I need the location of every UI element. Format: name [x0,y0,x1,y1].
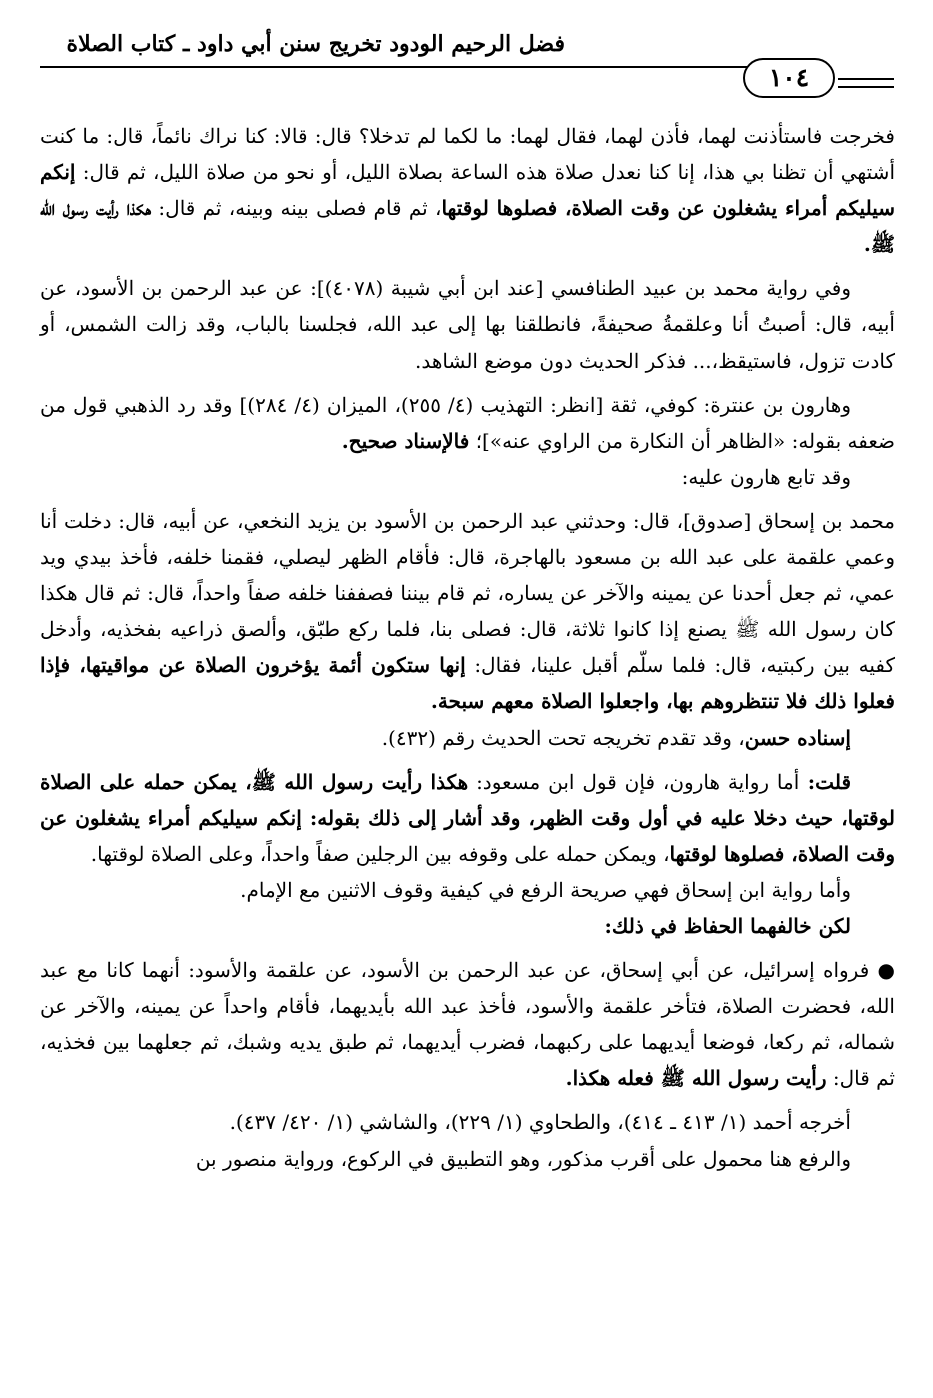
text-run: ، وقد تقدم تخريجه تحت الحديث رقم (٤٣٢). [381,725,745,750]
paragraph [40,1104,895,1140]
bold-text: إنها ستكون أئمة يؤخرون الصلاة عن مواقيتها، فإذا فعلوا ذلك فلا تنتظروهم بها، واجعلوا الصلاة معهم سبحة. [40,653,895,714]
text-run: وأما رواية ابن إسحاق فهي صريحة الرفع في كيفية وقوف الاثنين مع الإمام. [240,877,851,902]
bold-text: رأيت رسول الله ﷺ فعله هكذا. [565,1066,827,1091]
paragraph [40,952,895,1096]
header-rule-right-upper [838,78,894,80]
body-text [40,118,895,1177]
header-rule-right-lower [838,86,894,88]
bold-text: قلت: [799,769,852,794]
text-run: والرفع هنا محمول على أقرب مذكور، وهو التطبيق في الركوع، ورواية منصور بن [195,1146,851,1171]
text-run: ، ويمكن حمله على وقوفه بين الرجلين صفاً واحداً، وعلى الصلاة لوقتها. [90,841,670,866]
bold-text: فالإسناد صحيح. [341,428,470,453]
paragraph [40,503,895,720]
bold-text: هكذا رأيت رسول الله ﷺ. [40,196,895,257]
running-header-title: فضل الرحيم الودود تخريج سنن أبي داود ـ كتاب الصلاة [66,31,565,57]
text-run: أما رواية هارون، فإن قول ابن مسعود: [468,769,800,794]
paragraph [40,908,895,944]
paragraph [40,387,895,459]
text-run: أخرجه أحمد (١/ ٤١٣ ـ ٤١٤)، والطحاوي (١/ ٢٢٩)، والشاشي (١/ ٤٢٠/ ٤٣٧). [229,1110,851,1135]
text-run: ، ثم قام فصلى بينه وبينه، ثم قال: [151,196,442,221]
text-run: وقد تابع هارون عليه: [681,464,851,489]
bold-text: هكذا رأيت رسول الله ﷺ، يمكن حمله على الصلاة لوقتها، حيث دخلا عليه في أول وقت الظهر، وقد أشار إلى ذلك بقوله: إنكم سيليكم أمراء يشغلون عن وقت الصلاة، فصلوها لوقتها [40,769,895,866]
paragraph [40,1141,895,1177]
paragraph [40,459,895,495]
text-run: فخرجت فاستأذنت لهما، فأذن لهما، فقال لهما: ما لكما لم تدخلا؟ قال: قالا: كنا نراك نائماً، قال: ما كنت أشتهي أن تظنا بي هذا، إنا كنا نعدل صلاة هذه الساعة بصلاة الليل، أو نحو من صلاة الليل، ثم قال: [40,124,895,185]
paragraph [40,720,895,756]
bold-text: إسناده حسن [744,725,851,750]
paragraph [40,270,895,378]
text-run: وهارون بن عنترة: كوفي، ثقة [انظر: التهذيب (٤/ ٢٥٥)، الميزان (٤/ ٢٨٤)] وقد رد الذهبي قول من ضعفه بقوله: «الظاهر أن النكارة من الراوي عنه»]؛ [40,392,895,453]
paragraph [40,872,895,908]
page-number: ١٠٤ [743,58,835,98]
header-rule [40,66,775,68]
bold-text: إنكم سيليكم أمراء يشغلون عن وقت الصلاة، فصلوها لوقتها [40,160,896,221]
text-run: ● فرواه إسرائيل، عن أبي إسحاق، عن عبد الرحمن بن الأسود، عن علقمة والأسود: أنهما كانا مع عبد الله، فحضرت الصلاة، فتأخر علقمة والأسود، فأخذ عبد الله بأيديهما، فأقام واحداً عن يمينه، والآخر عن شماله، ثم ركعا، فوضعا أيديهما على ركبهما، فضرب أيديهما، ثم طبق يديه وشبك، ثم جعلهما بين فخذيه، ثم قال: [40,958,895,1091]
text-run: محمد بن إسحاق [صدوق]، قال: وحدثني عبد الرحمن بن الأسود بن يزيد النخعي، عن أبيه، قال: دخلت أنا وعمي علقمة على عبد الله بن مسعود بالهاجرة، قال: فأقام الظهر ليصلي، فقمنا خلفه، فأخذ بيدي ويد عمي، ثم جعل أحدنا عن يمينه والآخر عن يساره، ثم قام بيننا فصففنا خلفه صفاً واحداً، قال: ثم قال هكذا كان رسول الله ﷺ يصنع إذا كانوا ثلاثة، قال: فصلى بنا، فلما ركع طبّق، وألصق ذراعيه بفخذيه، وأدخل كفيه بين ركبتيه، قال: فلما سلّم أقبل علينا، فقال: [40,508,896,678]
bold-text: لكن خالفهما الحفاظ في ذلك: [604,913,851,938]
paragraph [40,118,895,262]
paragraph [40,764,895,872]
text-run: وفي رواية محمد بن عبيد الطنافسي [عند ابن أبي شيبة (٤٠٧٨)]: عن عبد الرحمن بن الأسود، عن أبيه، قال: أصبتُ أنا وعلقمةُ صحيفةً، فانطلقنا بها إلى عبد الله، فجلسنا بالباب، وقد زالت الشمس، أو كادت تزول، فاستيقظ،... فذكر الحديث دون موضع الشاهد. [40,276,895,373]
